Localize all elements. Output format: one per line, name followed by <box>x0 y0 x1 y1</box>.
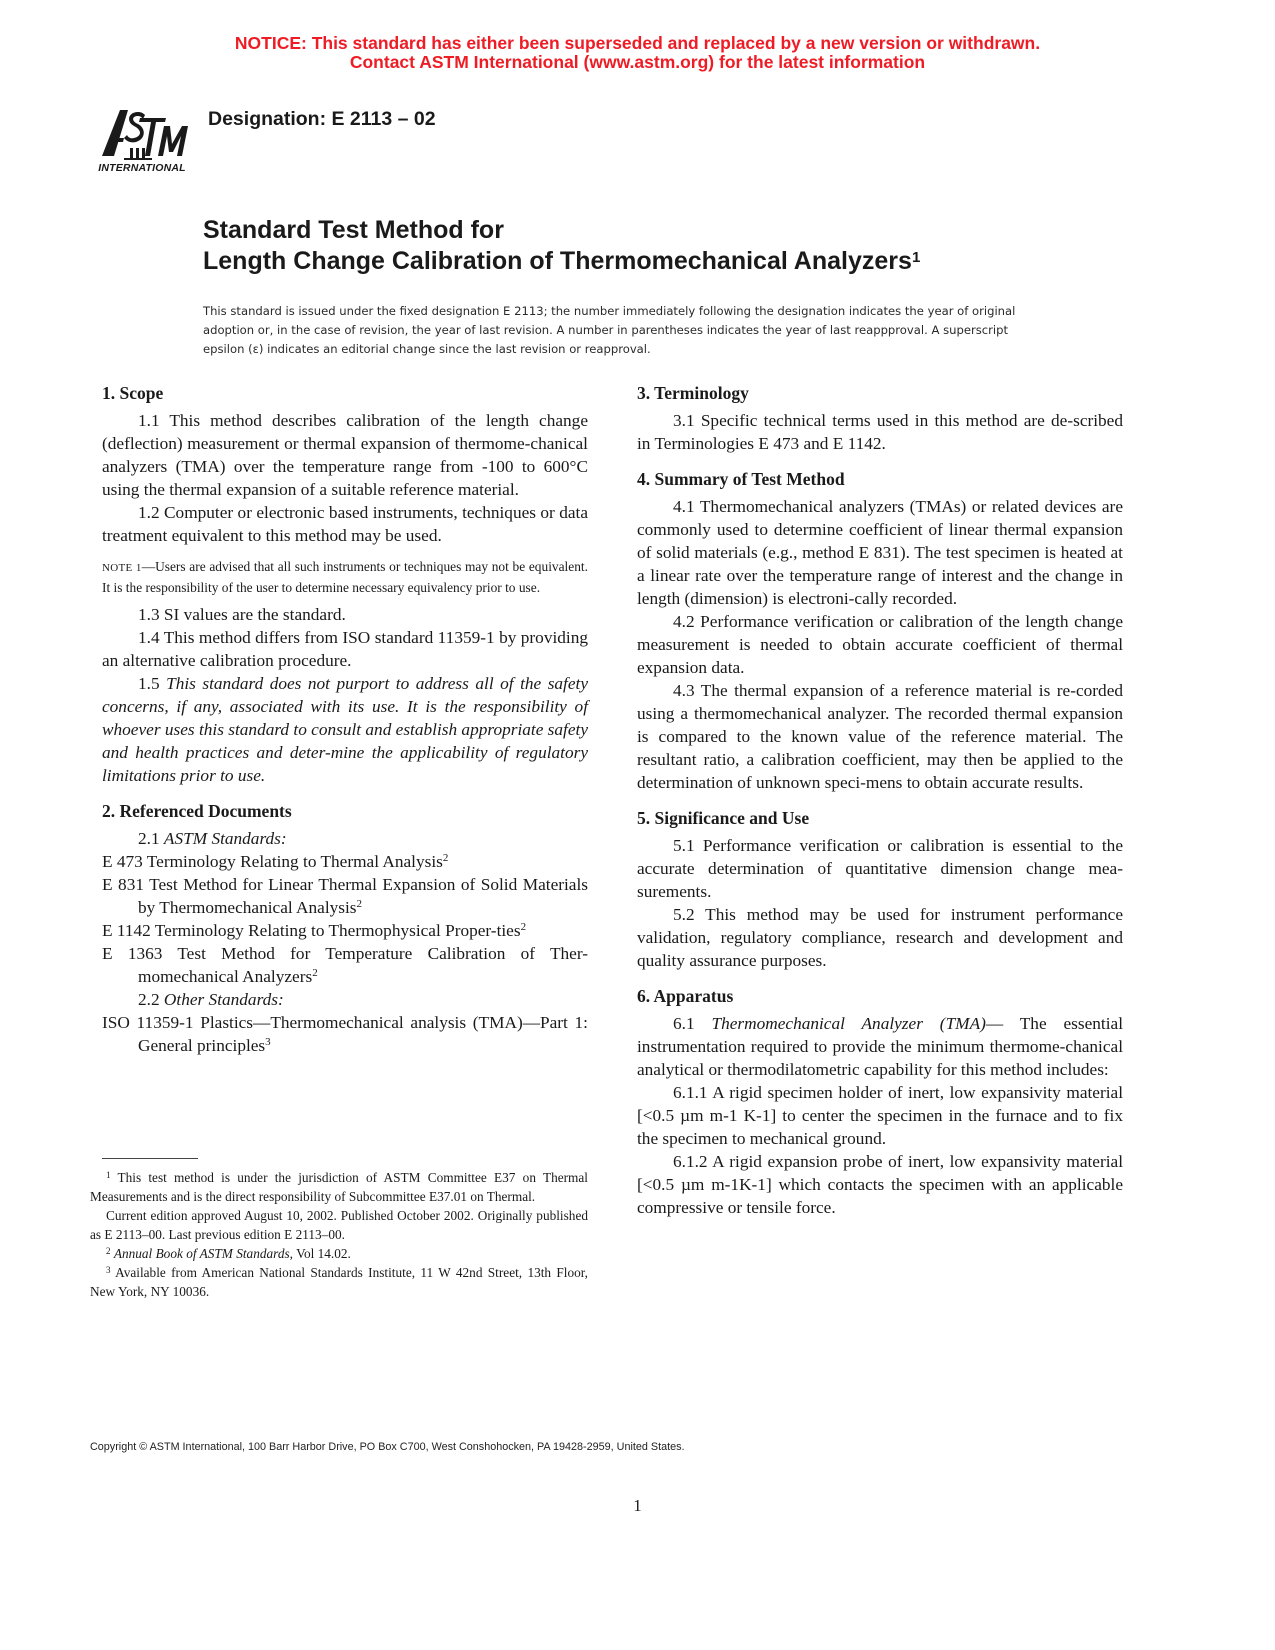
designation: Designation: E 2113 – 02 <box>208 108 436 130</box>
heading-scope: 1. Scope <box>102 383 164 403</box>
footnote-1b: Current edition approved August 10, 2002. Published October 2002. Originally published as E 2113–00. Last previous edition E 2113–00. <box>90 1208 588 1242</box>
footnote-1-text: This test method is under the jurisdiction of ASTM Committee E37 on Thermal Measurements and is the direct responsibility of Subcommittee E37.01 on Thermal. <box>90 1170 588 1204</box>
ref-e831-footnote[interactable]: 2 <box>356 898 363 910</box>
para-6-1 <box>637 1012 1123 1081</box>
para-1-3: 1.3 SI values are the standard. <box>138 605 346 624</box>
note-1-label: NOTE 1 <box>102 562 142 574</box>
para-6-1-num: 6.1 <box>673 1014 712 1033</box>
para-1-5 <box>102 672 588 787</box>
section-referenced-documents <box>102 800 588 1057</box>
notice-line-2: Contact ASTM International (www.astm.org) for the latest information <box>349 52 926 72</box>
ref-e831-text: E 831 Test Method for Linear Thermal Expansion of Solid Materials by Thermomechanical Analysis <box>102 875 588 917</box>
ref-e1363 <box>102 942 588 988</box>
footnotes <box>90 1168 588 1301</box>
ref-iso-text: ISO 11359-1 Plastics—Thermomechanical analysis (TMA)—Part 1: General principles <box>102 1013 588 1055</box>
para-2-2-num: 2.2 <box>138 990 164 1009</box>
section-terminology <box>637 382 1123 455</box>
title-line-2 <box>203 246 1103 277</box>
footnote-2-mark: 2 <box>106 1246 111 1256</box>
footnote-3-text: Available from American National Standards Institute, 11 W 42nd Street, 13th Floor, New York, NY 10036. <box>90 1265 589 1299</box>
notice-line-1: NOTICE: This standard has either been superseded and replaced by a new version or withdrawn. <box>234 33 1041 53</box>
logo-international-text: INTERNATIONAL <box>98 162 186 174</box>
ref-e473 <box>102 850 588 873</box>
para-1-4: 1.4 This method differs from ISO standard 11359-1 by providing an alternative calibration procedure. <box>102 628 588 670</box>
heading-apparatus: 6. Apparatus <box>637 986 734 1006</box>
ref-iso-footnote[interactable]: 3 <box>265 1036 271 1048</box>
para-2-1-text: ASTM Standards: <box>163 829 287 848</box>
footnote-1 <box>90 1168 588 1206</box>
para-2-2-text: Other Standards: <box>163 990 284 1009</box>
note-1-text: —Users are advised that all such instruments or techniques may not be equivalent. It is the responsibility of the user to determine necessary equivalency prior to use. <box>102 559 588 595</box>
footnote-2-text: , Vol 14.02. <box>289 1246 351 1261</box>
para-6-1-2: 6.1.2 A rigid expansion probe of inert, low expansivity material [<0.5 µm m-1K-1] which contacts the specimen with an applicable compressive or tensile force. <box>637 1152 1123 1217</box>
para-1-5-text: This standard does not purport to address all of the safety concerns, if any, associated with its use. It is the responsibility of whoever uses this standard to consult and establish appropriate safety and health practices and deter-mine the applicability of regulatory limitations prior to use. <box>102 674 588 785</box>
para-6-1-term: Thermomechanical Analyzer (TMA) <box>711 1014 986 1033</box>
section-significance <box>637 807 1123 972</box>
heading-terminology: 3. Terminology <box>637 383 749 403</box>
ref-e1363-footnote[interactable]: 2 <box>312 967 318 979</box>
right-column <box>637 382 1123 1232</box>
ref-e473-text: E 473 Terminology Relating to Thermal Analysis <box>102 852 443 871</box>
note-1 <box>102 557 588 597</box>
para-1-2: 1.2 Computer or electronic based instruments, techniques or data treatment equivalent to this method may be used. <box>102 503 588 545</box>
withdrawal-notice <box>0 34 1275 72</box>
para-1-5-num: 1.5 <box>138 674 167 693</box>
para-4-3: 4.3 The thermal expansion of a reference material is re-corded using a thermomechanical analyzer. The recorded thermal expansion is compared to the known value of the reference material. The resultant ratio, a calibration coefficient, may then be applied to the determination of unknown speci-mens to obtain accurate results. <box>637 681 1123 792</box>
ref-e831 <box>102 873 588 919</box>
heading-referenced-documents: 2. Referenced Documents <box>102 801 292 821</box>
para-6-1-text: — The essential instrumentation required to provide the minimum thermome-chanical analytical or thermodilatometric capability for this method includes: <box>637 1014 1124 1079</box>
title-line-1: Standard Test Method for <box>203 216 504 244</box>
para-4-1: 4.1 Thermomechanical analyzers (TMAs) or related devices are commonly used to determine coefficient of linear thermal expansion of solid materials (e.g., method E 831). The test specimen is heated at a linear rate over the temperature range of interest and the change in length (dimension) is electroni-cally recorded. <box>637 497 1123 608</box>
para-2-1-num: 2.1 <box>138 829 164 848</box>
ref-e473-footnote[interactable]: 2 <box>442 852 449 864</box>
astm-logo-mark-icon <box>94 104 190 164</box>
footnote-1-mark: 1 <box>106 1170 111 1180</box>
para-3-1: 3.1 Specific technical terms used in this method are de-scribed in Terminologies E 473 and E 1142. <box>637 411 1123 453</box>
section-summary <box>637 468 1123 794</box>
preamble: This standard is issued under the fixed designation E 2113; the number immediately following the designation indicates the year of original adoption or, in the case of revision, the year of last revision. A number in parentheses indicates the year of last reappproval. A superscript epsilon (ε) indicates an editorial change since the last revision or reapproval. <box>203 304 1016 356</box>
astm-logo <box>94 104 190 180</box>
document-title <box>203 215 1103 277</box>
para-4-2: 4.2 Performance verification or calibration of the length change measurement is needed to obtain accurate coefficient of thermal expansion data. <box>637 612 1123 677</box>
ref-iso-11359-1 <box>102 1011 588 1057</box>
ref-e1142-text: E 1142 Terminology Relating to Thermophysical Proper-ties <box>102 921 521 940</box>
footnote-2-italic: Annual Book of ASTM Standards <box>113 1246 290 1261</box>
heading-summary: 4. Summary of Test Method <box>637 469 845 489</box>
title-footnote-ref[interactable]: 1 <box>911 249 921 266</box>
ref-e1363-text: E 1363 Test Method for Temperature Calibration of Ther-momechanical Analyzers <box>102 944 588 986</box>
ref-e1142 <box>102 919 588 942</box>
left-column <box>102 382 588 1070</box>
heading-significance: 5. Significance and Use <box>637 808 810 828</box>
footnote-2 <box>90 1244 588 1263</box>
para-2-2 <box>102 988 588 1011</box>
copyright: Copyright © ASTM International, 100 Barr Harbor Drive, PO Box C700, West Conshohocken, PA 19428-2959, United States. <box>90 1441 685 1453</box>
para-2-1 <box>102 827 588 850</box>
footnote-3-mark: 3 <box>106 1265 111 1275</box>
para-5-1: 5.1 Performance verification or calibration is essential to the accurate determination of quantitative dimension change mea-surements. <box>637 836 1123 901</box>
para-1-1: 1.1 This method describes calibration of the length change (deflection) measurement or thermal expansion of thermome-chanical analyzers (TMA) over the temperature range from -100 to 600°C using the thermal expansion of a suitable reference material. <box>102 411 588 499</box>
footnote-3 <box>90 1263 588 1301</box>
para-6-1-1: 6.1.1 A rigid specimen holder of inert, low expansivity material [<0.5 µm m-1 K-1] to center the specimen in the furnace and to fix the specimen to mechanical ground. <box>637 1083 1123 1148</box>
title-line-2-text: Length Change Calibration of Thermomechanical Analyzers <box>203 247 912 275</box>
para-5-2: 5.2 This method may be used for instrument performance validation, regulatory compliance, research and development and quality assurance purposes. <box>637 905 1123 970</box>
footnote-divider <box>102 1158 198 1159</box>
section-scope <box>102 382 588 787</box>
section-apparatus <box>637 985 1123 1219</box>
ref-e1142-footnote[interactable]: 2 <box>520 921 527 933</box>
page-number: 1 <box>633 1496 642 1515</box>
